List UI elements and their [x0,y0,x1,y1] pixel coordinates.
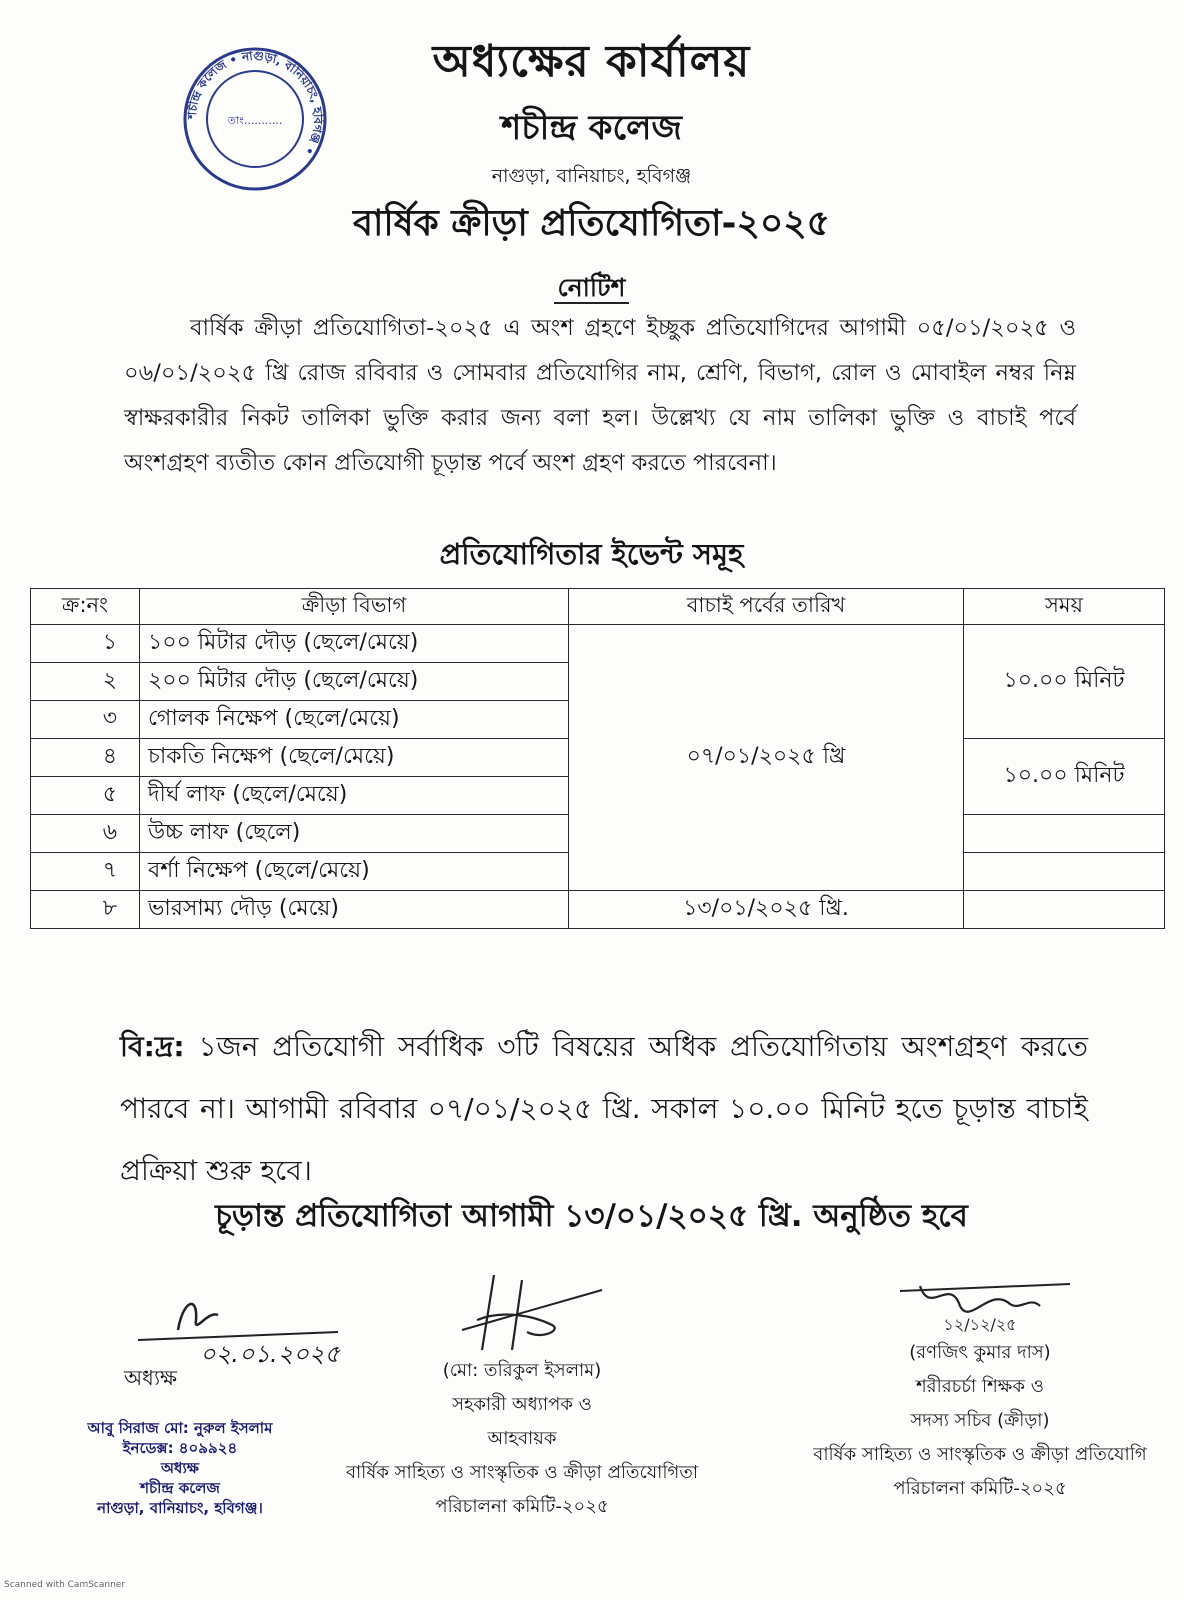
secretary-title: শরীরচর্চা শিক্ষক ও [916,1376,1044,1397]
secretary-name: (রণজিৎ কুমার দাস) [909,1342,1051,1363]
row-event: ২০০ মিটার দৌড় (ছেলে/মেয়ে) [140,663,569,701]
stamp-line: ইনডেক্স: ৪০৯৯২৪ [122,1439,238,1457]
convener-role: আহবায়ক [487,1428,557,1449]
events-title: প্রতিযোগিতার ইভেন্ট সমূহ [439,537,744,571]
signature-scribble-icon [880,1276,1080,1336]
events-table [30,588,1165,929]
footnote-text: ১জন প্রতিযোগী সর্বাধিক ৩টি বিষয়ের অধিক প্রতিযোগিতায় অংশগ্রহণ করতে পারবে না। আগামী রবিবার ০৭/০১/২০২৫ খ্রি. সকাল ১০.০০ মিনিট হতে চূড়ান্ত বাচাই প্রক্রিয়া শুরু হবে। [120,1030,1088,1187]
row-event: উচ্চ লাফ (ছেলে) [140,815,569,853]
time-empty [964,815,1165,853]
secretary-committee: বার্ষিক সাহিত্য ও সাংস্কৃতিক ও ক্রীড়া প্রতিযোগি [813,1444,1147,1465]
row-number: ১ [31,625,140,663]
row-event: বর্শা নিক্ষেপ (ছেলে/মেয়ে) [140,853,569,891]
secretary-role: সদস্য সচিব (ক্রীড়া) [910,1410,1050,1431]
convener-name: (মো: তরিকুল ইসলাম) [442,1360,602,1381]
row-number: ৭ [31,853,140,891]
college-address: নাগুড়া, বানিয়াচং, হবিগঞ্জ [491,165,692,187]
row-event: চাকতি নিক্ষেপ (ছেলে/মেয়ে) [140,739,569,777]
col-time: সময় [964,589,1165,625]
secretary-signature [780,1276,1180,1506]
row-number: ৫ [31,777,140,815]
row-number: ৪ [31,739,140,777]
convener-committee: বার্ষিক সাহিত্য ও সাংস্কৃতিক ও ক্রীড়া প্রতিযোগিতা [345,1462,699,1483]
table-header-row [31,589,1165,625]
event-title: বার্ষিক ক্রীড়া প্রতিযোগিতা-২০২৫ [352,203,831,244]
secretary-sign-date: ১২/১২/২৫ [943,1315,1017,1334]
table-row [31,625,1165,663]
convener-committee-2: পরিচালনা কমিটি-২০২৫ [435,1496,609,1517]
notice-body: বার্ষিক ক্রীড়া প্রতিযোগিতা-২০২৫ এ অংশ গ্রহণে ইচ্ছুক প্রতিযোগিদের আগামী ০৫/০১/২০২৫ ও ০৬/০১/২০২৫ খ্রি রোজ রবিবার ও সোমবার প্রতিযোগির নাম, শ্রেণি, বিভাগ, রোল ও মোবাইল নম্বর নিম্ন স্বাক্ষরকারীর নিকট তালিকা ভুক্তি করার জন্য বলা হল। উল্লেখ্য যে নাম তালিকা ভুক্তি ও বাচাই পর্বে অংশগ্রহণ ব্যতীত কোন প্রতিযোগী চূড়ান্ত পর্বে অংশ গ্রহণ করতে পারবেনা। [124,315,1076,476]
footnote [120,1016,1088,1202]
stamp-line: অধ্যক্ষ [161,1459,199,1477]
time-1: ১০.০০ মিনিট [964,625,1165,739]
convener-signature [312,1270,732,1524]
row-event: গোলক নিক্ষেপ (ছেলে/মেয়ে) [140,701,569,739]
row-event: দীর্ঘ লাফ (ছেলে/মেয়ে) [140,777,569,815]
college-name: শচীন্দ্র কলেজ [501,108,682,148]
signature-scribble-icon [422,1270,622,1354]
selection-date-2: ১৩/০১/২০২৫ খ্রি. [569,891,964,929]
principal-sign-date: ০২.০১.২০২৫ [200,1340,341,1368]
scanner-footer: Scanned with CamScanner [4,1580,126,1590]
row-number: ৮ [31,891,140,929]
stamp-line: শচীন্দ্র কলেজ [140,1479,220,1497]
row-event: ১০০ মিটার দৌড় (ছেলে/মেয়ে) [140,625,569,663]
principal-role: অধ্যক্ষ [124,1366,178,1390]
row-number: ৩ [31,701,140,739]
selection-date-1: ০৭/০১/২০২৫ খ্রি [569,625,964,891]
col-serial: ক্র:নং [31,589,140,625]
final-competition-line: চূড়ান্ত প্রতিযোগিতা আগামী ১৩/০১/২০২৫ খ্রি. অনুষ্ঠিত হবে [215,1198,968,1234]
notice-label: নোটিশ [554,273,630,304]
col-date: বাচাই পর্বের তারিখ [569,589,964,625]
office-title: অধ্যক্ষের কার্যালয় [432,36,751,87]
table-row [31,891,1165,929]
col-event: ক্রীড়া বিভাগ [140,589,569,625]
time-2: ১০.০০ মিনিট [964,739,1165,815]
principal-stamp [50,1418,310,1518]
row-number: ২ [31,663,140,701]
secretary-committee-2: পরিচালনা কমিটি-২০২৫ [893,1478,1067,1499]
row-event: ভারসাম্য দৌড় (মেয়ে) [140,891,569,929]
notice-heading [0,268,1183,311]
footnote-prefix: বি:দ্র: [120,1030,185,1063]
seal-ring-text: শচীন্দ্র কলেজ • নাগুড়া, বানিয়াচং, হবিগঞ্জ • [184,48,326,158]
seal-date-line: তাং........... [227,114,283,127]
convener-title: সহকারী অধ্যাপক ও [452,1394,592,1415]
time-empty [964,853,1165,891]
stamp-line: আবু সিরাজ মো: নুরুল ইসলাম [87,1419,273,1437]
row-number: ৬ [31,815,140,853]
stamp-line: নাগুড়া, বানিয়াচং, হবিগঞ্জ। [97,1499,263,1517]
time-empty [964,891,1165,929]
